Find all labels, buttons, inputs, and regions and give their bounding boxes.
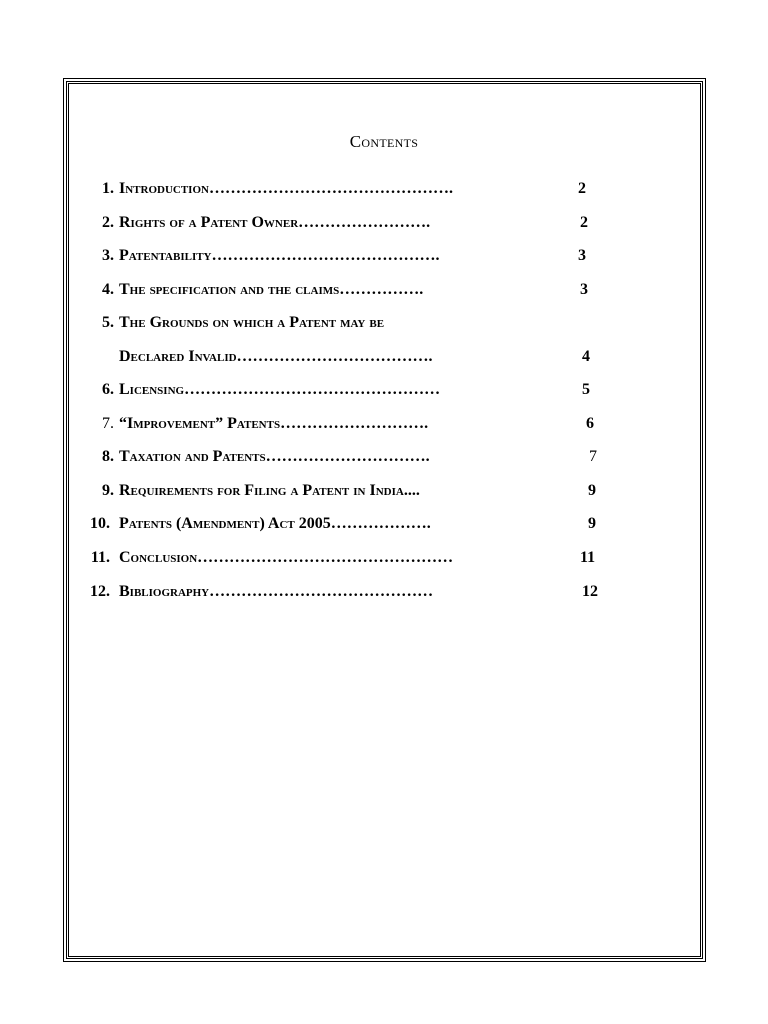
toc-number: 6. — [102, 381, 114, 398]
toc-title: The specification and the claims……………. — [119, 281, 424, 298]
toc-title: Licensing………………………………………… — [119, 381, 441, 398]
toc-number: 5. — [102, 314, 114, 331]
toc-number: 10. — [90, 515, 110, 532]
toc-page-number: 11 — [580, 549, 596, 566]
toc-number: 7. — [102, 415, 114, 432]
toc-number: 3. — [102, 247, 114, 264]
toc-page-number: 9 — [588, 515, 596, 532]
toc-number: 2. — [102, 214, 114, 231]
toc-title: Declared Invalid………………………………. — [119, 348, 433, 365]
toc-page-number: 9 — [588, 482, 596, 499]
toc-title: Introduction………………………………………. — [119, 180, 453, 197]
toc-number: 4. — [102, 281, 114, 298]
toc-number: 9. — [102, 482, 114, 499]
toc-title: “Improvement” Patents………………………. — [119, 415, 429, 432]
toc-number: 1. — [102, 180, 114, 197]
toc-page-number: 5 — [582, 381, 590, 398]
toc-title: The Grounds on which a Patent may be — [119, 314, 385, 331]
toc-page-number: 4 — [582, 348, 590, 365]
toc-title: Patents (Amendment) Act 2005………………. — [119, 515, 431, 532]
toc-page-number: 3 — [580, 281, 588, 298]
toc-number: 11. — [90, 549, 110, 566]
toc-number: 12. — [90, 583, 110, 600]
toc-page-number: 2 — [580, 214, 588, 231]
toc-page-number: 3 — [578, 247, 586, 264]
toc-title: Rights of a Patent Owner……………………. — [119, 214, 431, 231]
toc-page-number: 6 — [586, 415, 594, 432]
toc-page-number: 2 — [578, 180, 586, 197]
toc-title: Bibliography…………………………………… — [119, 583, 434, 600]
toc-title: Patentability……………………………………. — [119, 247, 440, 264]
toc-page-number: 7 — [589, 448, 597, 465]
toc-title: Requirements for Filing a Patent in India.... — [119, 482, 420, 499]
toc-page-number: 12 — [582, 583, 598, 600]
contents-title: Contents — [349, 132, 419, 151]
toc-title: Taxation and Patents…………………………. — [119, 448, 430, 465]
toc-title: Conclusion………………………………………… — [119, 549, 454, 566]
toc-number: 8. — [102, 448, 114, 465]
